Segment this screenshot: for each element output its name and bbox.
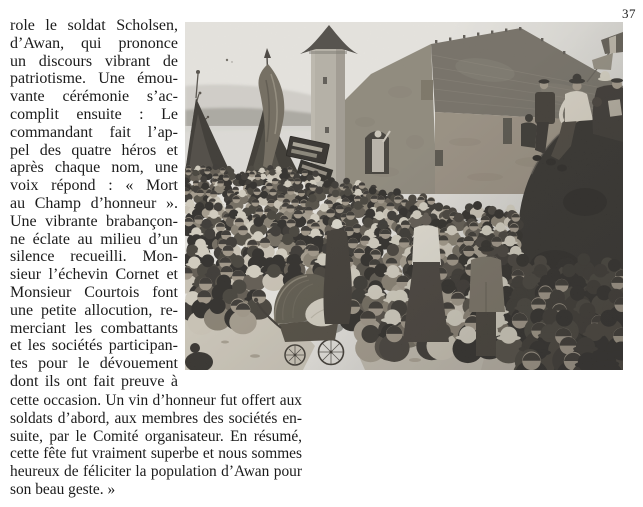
text-line: cette fête fut vraiment superbe et nous sommes	[10, 445, 302, 463]
text-line: merciant les combattants	[10, 319, 178, 337]
photograph	[185, 22, 623, 370]
text-line: après chaque nom, une	[10, 159, 178, 177]
text-line: Une vibrante brabançon-	[10, 212, 178, 230]
text-line: son beau geste. »	[10, 480, 116, 498]
page-number: 37	[622, 6, 636, 21]
text-line: soldats d’abord, aux membres des sociétés en-	[10, 409, 302, 427]
text-line: patriotisme. Une émou-	[10, 70, 178, 88]
photo-finish	[185, 22, 623, 370]
text-column	[10, 17, 178, 391]
text-line: cette occasion. Un vin d’honneur fut offert aux	[10, 392, 302, 409]
text-line: complit ensuite : Le	[10, 105, 178, 123]
text-line: role le soldat Scholsen,	[10, 17, 178, 34]
text-line: suite, par le Comité organisateur. En résumé,	[10, 427, 302, 445]
text-line: et les sociétés participan-	[10, 337, 178, 355]
text-line: tes pour le dévouement	[10, 355, 178, 373]
text-line: voix répond : « Mort	[10, 177, 178, 195]
text-line: un discours vibrant de	[10, 52, 178, 70]
text-line: ne éclate au milieu d’un	[10, 230, 178, 248]
text-line: dont ils ont fait preuve à	[10, 372, 178, 390]
text-line: au Champ d’honneur ».	[10, 194, 178, 212]
text-line: silence recueilli. Mon-	[10, 248, 178, 266]
text-line: commandant fait l’ap-	[10, 123, 178, 141]
text-line: pel des quatre héros et	[10, 141, 178, 159]
text-line: Monsieur Courtois font	[10, 283, 178, 301]
text-line: une petite allocution, re-	[10, 301, 178, 319]
text-line: d’Awan, qui prononce	[10, 34, 178, 52]
closing-paragraph	[10, 392, 302, 499]
text-line: heureux de féliciter la population d’Awan pour	[10, 463, 302, 481]
text-line: vante cérémonie s’ac-	[10, 88, 178, 106]
text-line: sieur l’échevin Cornet et	[10, 266, 178, 284]
